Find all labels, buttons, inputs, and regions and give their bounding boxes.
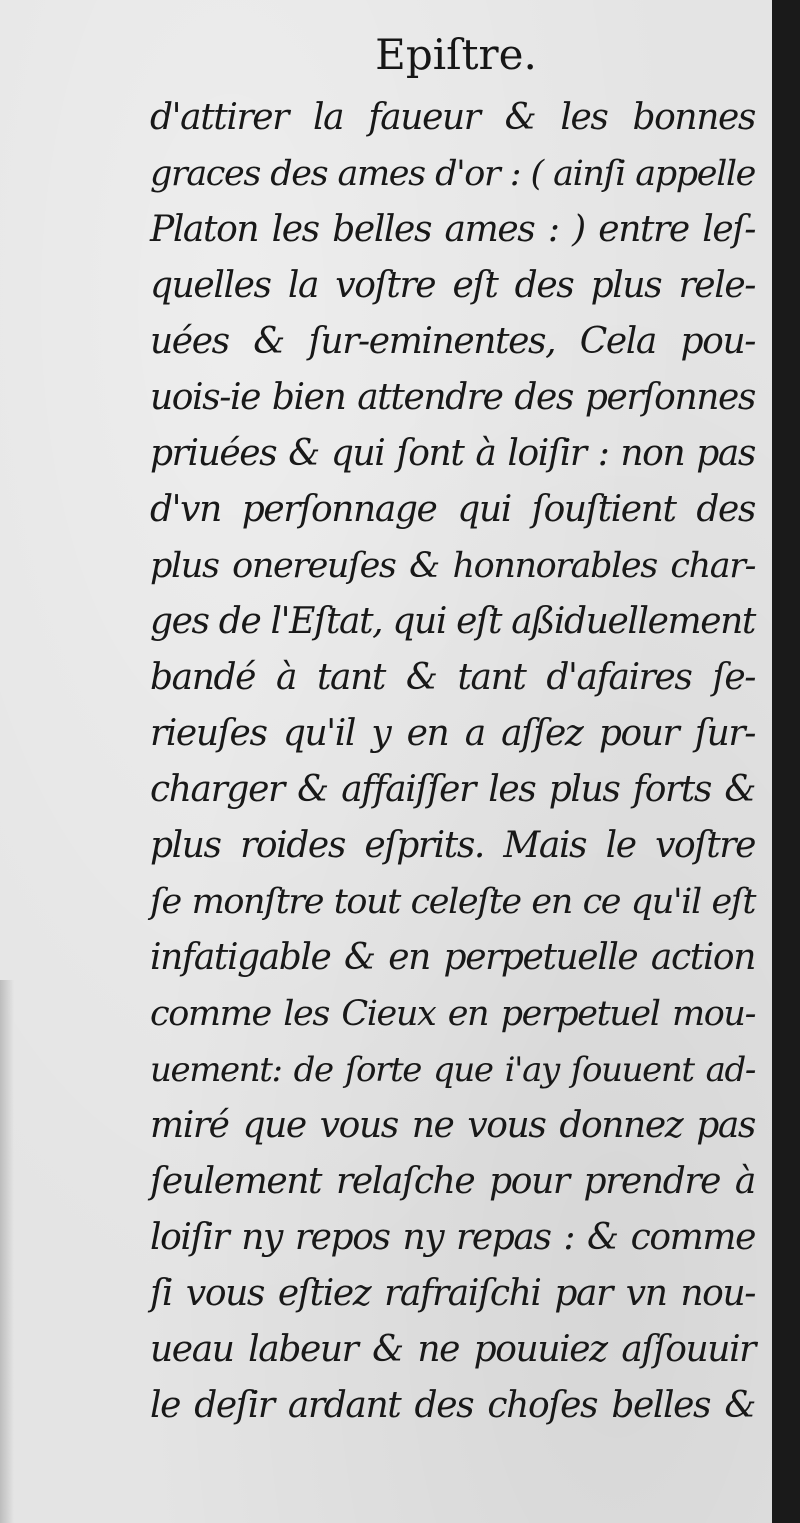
text-line: ges de l'Eſtat, qui eſt aßiduellement: [150, 601, 755, 642]
text-line: Platon les belles ames : ) entre leſ-: [150, 209, 755, 250]
running-head: Epiſtre.: [375, 30, 537, 79]
text-line: d'attirer la faueur & les bonnes: [150, 97, 755, 138]
text-line: priuées & qui ſont à loiſir : non pas: [150, 433, 755, 474]
text-line: infatigable & en perpetuelle action: [150, 937, 755, 978]
text-line: plus onereuſes & honnorables char-: [150, 546, 755, 586]
text-line: d'vn perſonnage qui ſouſtient des: [150, 489, 755, 530]
text-line: ſeulement relaſche pour prendre à: [150, 1161, 755, 1202]
text-line: ueau labeur & ne pouuiez aſſouuir: [150, 1329, 755, 1370]
text-line: uées & ſur-eminentes, Cela pou-: [150, 321, 755, 362]
text-line: comme les Cieux en perpetuel mou-: [150, 994, 755, 1034]
text-line: uement: de ſorte que i'ay ſouuent ad-: [150, 1050, 755, 1090]
text-line: ſe monſtre tout celeſte en ce qu'il eſt: [150, 882, 755, 922]
text-line: quelles la voſtre eſt des plus rele-: [150, 265, 755, 306]
text-line: ſi vous eſtiez rafraiſchi par vn nou-: [150, 1273, 755, 1314]
text-line: graces des ames d'or : ( ainſi appelle: [150, 154, 755, 194]
text-line: loiſir ny repos ny repas : & comme: [150, 1217, 755, 1258]
text-line: uois-ie bien attendre des perſonnes: [150, 377, 755, 418]
text-line: bandé à tant & tant d'afaires ſe-: [150, 657, 755, 698]
body-text: [150, 90, 755, 1434]
scan-border: [772, 0, 800, 1523]
text-line: charger & affaiſſer les plus forts &: [150, 769, 755, 810]
text-line: miré que vous ne vous donnez pas: [150, 1105, 755, 1146]
text-line: plus roides eſprits. Mais le voſtre: [150, 825, 755, 866]
text-line: rieuſes qu'il y en a aſſez pour ſur-: [150, 713, 755, 754]
torn-page-edge: [0, 980, 14, 1523]
text-line: le deſir ardant des choſes belles &: [150, 1385, 755, 1426]
